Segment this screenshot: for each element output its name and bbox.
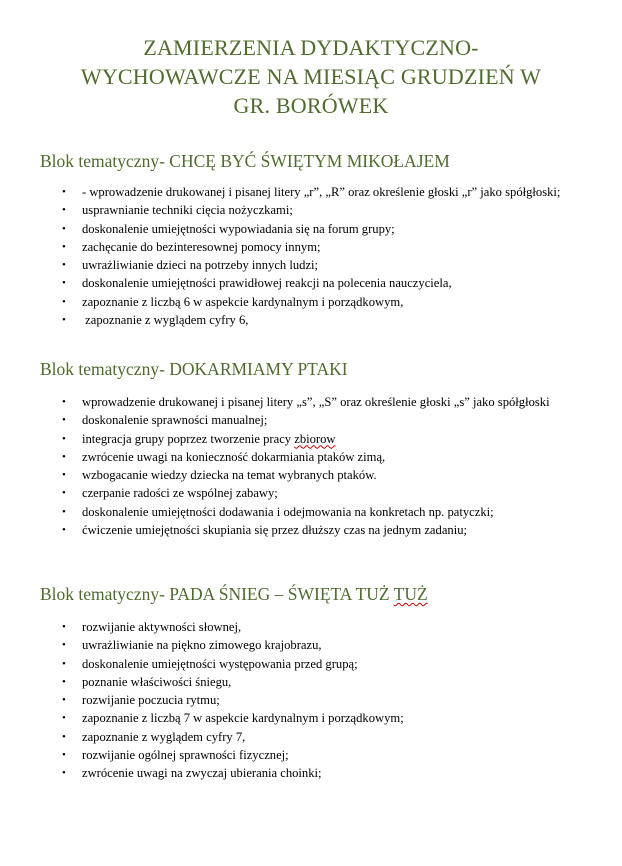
block-heading-2: Blok tematyczny- DOKARMIAMY PTAKI <box>40 359 348 379</box>
bullet-icon: • <box>62 730 66 743</box>
list-item: • uwrażliwianie dzieci na potrzeby innych ludzi; <box>0 256 622 274</box>
bullet-icon: • <box>62 204 66 217</box>
block-list-1 <box>0 183 622 329</box>
bullet-icon: • <box>62 450 66 463</box>
bullet-icon: • <box>62 657 66 670</box>
list-item: • doskonalenie umiejętności dodawania i odejmowania na konkretach np. patyczki; <box>0 503 622 521</box>
spellcheck-word: TUŻ <box>393 584 428 604</box>
list-item: • uwrażliwianie na piękno zimowego krajobrazu, <box>0 636 622 654</box>
bullet-icon: • <box>62 712 66 725</box>
block-list-3 <box>0 618 622 783</box>
bullet-icon: • <box>62 487 66 500</box>
bullet-icon: • <box>62 314 66 327</box>
bullet-icon: • <box>62 694 66 707</box>
list-item: • rozwijanie ogólnej sprawności fizycznej; <box>0 746 622 764</box>
list-item: • wprowadzenie drukowanej i pisanej litery „s”, „S” oraz określenie głoski „s” jako spółgłoski <box>0 393 622 411</box>
list-item: • zapoznanie z liczbą 6 w aspekcie kardynalnym i porządkowym, <box>0 293 622 311</box>
list-item: • usprawnianie techniki cięcia nożyczkami; <box>0 201 622 219</box>
list-item: • integracja grupy poprzez tworzenie pracy zbiorow <box>0 430 622 448</box>
bullet-icon: • <box>62 396 66 408</box>
bullet-icon: • <box>62 639 66 652</box>
bullet-icon: • <box>62 621 66 633</box>
list-item: • zachęcanie do bezinteresownej pomocy innym; <box>0 238 622 256</box>
list-item: • rozwijanie poczucia rytmu; <box>0 691 622 709</box>
list-item: • doskonalenie umiejętności występowania przed grupą; <box>0 655 622 673</box>
bullet-icon: • <box>62 186 66 198</box>
bullet-icon: • <box>62 259 66 272</box>
list-item: • - wprowadzenie drukowanej i pisanej litery „r”, „R” oraz określenie głoski „r” jako spółgłoski; <box>0 183 622 201</box>
spellcheck-word: zbiorow <box>294 431 336 446</box>
bullet-icon: • <box>62 240 66 253</box>
bullet-icon: • <box>62 524 66 537</box>
list-item: • zwrócenie uwagi na konieczność dokarmiania ptaków zimą, <box>0 448 622 466</box>
bullet-icon: • <box>62 675 66 688</box>
title-line-1: ZAMIERZENIA DYDAKTYCZNO- <box>143 35 479 60</box>
list-item: • doskonalenie sprawności manualnej; <box>0 411 622 429</box>
list-item: • poznanie właściwości śniegu, <box>0 673 622 691</box>
bullet-icon: • <box>62 295 66 308</box>
bullet-icon: • <box>62 749 66 762</box>
bullet-icon: • <box>62 432 66 445</box>
list-item: • wzbogacanie wiedzy dziecka na temat wybranych ptaków. <box>0 466 622 484</box>
list-item: • zapoznanie z wyglądem cyfry 7, <box>0 728 622 746</box>
block-heading-3: Blok tematyczny- PADA ŚNIEG – ŚWIĘTA TUŻ TUŻ <box>40 584 428 604</box>
bullet-icon: • <box>62 277 66 290</box>
list-item: • ćwiczenie umiejętności skupiania się przez dłuższy czas na jednym zadaniu; <box>0 521 622 539</box>
bullet-icon: • <box>62 767 66 780</box>
list-item: • doskonalenie umiejętności prawidłowej reakcji na polecenia nauczyciela, <box>0 274 622 292</box>
block-list-2 <box>0 393 622 539</box>
list-item: • zwrócenie uwagi na zwyczaj ubierania choinki; <box>0 764 622 782</box>
bullet-icon: • <box>62 469 66 482</box>
list-item: • doskonalenie umiejętności wypowiadania się na forum grupy; <box>0 220 622 238</box>
title-line-3: GR. BORÓWEK <box>233 93 389 118</box>
document-title <box>40 33 582 120</box>
bullet-icon: • <box>62 505 66 518</box>
list-item: • czerpanie radości ze wspólnej zabawy; <box>0 484 622 502</box>
block-heading-1: Blok tematyczny- CHCĘ BYĆ ŚWIĘTYM MIKOŁAJEM <box>40 151 450 171</box>
bullet-icon: • <box>62 414 66 427</box>
list-item: • zapoznanie z wyglądem cyfry 6, <box>0 311 622 329</box>
bullet-icon: • <box>62 222 66 235</box>
list-item: • rozwijanie aktywności słownej, <box>0 618 622 636</box>
list-item: • zapoznanie z liczbą 7 w aspekcie kardynalnym i porządkowym; <box>0 709 622 727</box>
title-line-2: WYCHOWAWCZE NA MIESIĄC GRUDZIEŃ W <box>80 64 542 89</box>
